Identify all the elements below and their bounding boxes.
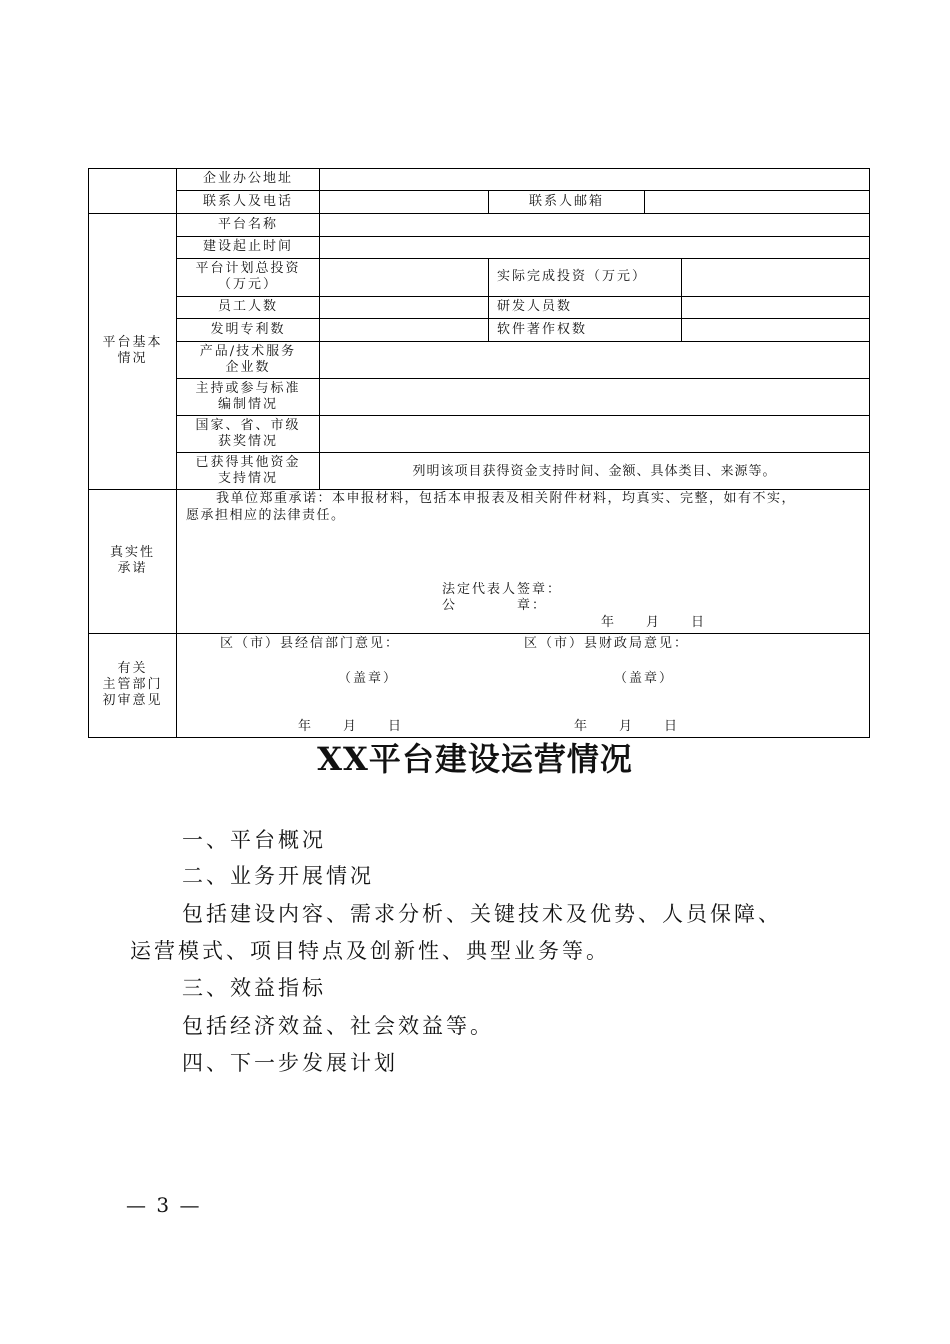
label-standards [177, 378, 319, 415]
label-contact-phone: 联系人及电话 [202, 193, 293, 209]
actual-investment-field[interactable] [682, 259, 869, 296]
label-platform-name: 平台名称 [217, 216, 278, 232]
label-awards [177, 415, 319, 452]
label-staff-count: 员工人数 [217, 299, 278, 314]
commitment-text-line1: 我单位郑重承诺：本申报材料，包括本申报表及相关附件材料，均真实、完整，如有不实， [216, 491, 797, 506]
software-copyright-field[interactable] [682, 319, 869, 341]
finance-dept-opinion-label: 区（市）县财政局意见： [524, 636, 690, 651]
section-2-desc-line2: 运营模式、项目特点及创新性、典型业务等。 [130, 939, 610, 963]
contact-phone-field[interactable] [320, 191, 488, 213]
section-platform-basic [89, 213, 176, 489]
label-line: 获奖情况 [217, 433, 278, 449]
label-planned-investment [177, 258, 319, 296]
contact-email-field[interactable] [645, 191, 869, 213]
label-line: 产品/技术服务 [199, 343, 297, 359]
section-label-line: 有关 [117, 661, 148, 676]
build-period-field[interactable] [320, 237, 869, 258]
label-contact-email: 联系人邮箱 [528, 193, 604, 209]
finance-dept-date: 年 月 日 [574, 719, 680, 734]
patents-field[interactable] [320, 319, 488, 341]
page-number: — 3 — [126, 1193, 202, 1217]
label-build-period: 建设起止时间 [202, 239, 293, 254]
label-patents: 发明专利数 [210, 321, 286, 337]
legal-representative-signature[interactable]: 法定代表人签章： [442, 582, 563, 597]
label-line: 编制情况 [217, 396, 278, 412]
row-line [88, 633, 870, 634]
label-line: 平台计划总投资 [195, 261, 301, 276]
rd-count-field[interactable] [682, 297, 869, 318]
other-funds-note[interactable]: 列明该项目获得资金支持时间、金额、具体类目、来源等。 [412, 464, 777, 479]
econ-dept-date: 年 月 日 [298, 719, 404, 734]
section-label-line: 主管部门 [102, 677, 163, 692]
econ-dept-opinion-label: 区（市）县经信部门意见： [220, 636, 401, 651]
section-2-desc-line1: 包括建设内容、需求分析、关键技术及优势、人员保障、 [182, 902, 782, 926]
section-heading-2: 二、业务开展情况 [182, 864, 374, 888]
label-office-address: 企业办公地址 [202, 171, 293, 186]
finance-dept-stamp[interactable]: （盖章） [614, 671, 675, 686]
label-other-funds [177, 452, 319, 489]
commitment-text-line2: 愿承担相应的法律责任。 [186, 508, 346, 523]
office-address-field[interactable] [320, 169, 869, 190]
staff-count-field[interactable] [320, 297, 488, 318]
section-label-line: 初审意见 [102, 693, 163, 708]
section-label-line: 平台基本 [102, 335, 163, 350]
standards-field[interactable] [320, 379, 869, 415]
section-review [89, 633, 176, 737]
label-line: 企业数 [225, 359, 271, 375]
section-label-line: 承诺 [117, 561, 148, 576]
service-companies-field[interactable] [320, 342, 869, 378]
doc-title: XX平台建设运营情况 [317, 740, 633, 778]
label-actual-investment: 实际完成投资（万元） [497, 269, 648, 284]
label-line: （万元） [217, 277, 278, 292]
platform-name-field[interactable] [320, 214, 869, 236]
label-service-companies [177, 341, 319, 378]
section-3-desc: 包括经济效益、社会效益等。 [182, 1014, 494, 1038]
planned-investment-field[interactable] [320, 259, 488, 296]
awards-field[interactable] [320, 416, 869, 452]
section-heading-1: 一、平台概况 [182, 828, 326, 852]
commitment-date: 年 月 日 [601, 615, 707, 630]
label-line: 国家、省、市级 [195, 417, 301, 433]
label-rd-count: 研发人员数 [497, 299, 573, 314]
label-software-copyright: 软件著作权数 [497, 321, 588, 337]
section-label-line: 情况 [117, 351, 148, 366]
label-line: 主持或参与标准 [195, 380, 301, 396]
section-heading-4: 四、下一步发展计划 [182, 1051, 398, 1075]
section-heading-3: 三、效益指标 [182, 976, 326, 1000]
econ-dept-stamp[interactable]: （盖章） [338, 671, 399, 686]
section-label-line: 真实性 [109, 545, 155, 560]
section-commitment [89, 489, 176, 633]
row-line [88, 489, 870, 490]
label-line: 支持情况 [217, 470, 278, 486]
label-line: 已获得其他资金 [195, 454, 301, 470]
company-seal[interactable]: 公 章： [442, 598, 548, 613]
